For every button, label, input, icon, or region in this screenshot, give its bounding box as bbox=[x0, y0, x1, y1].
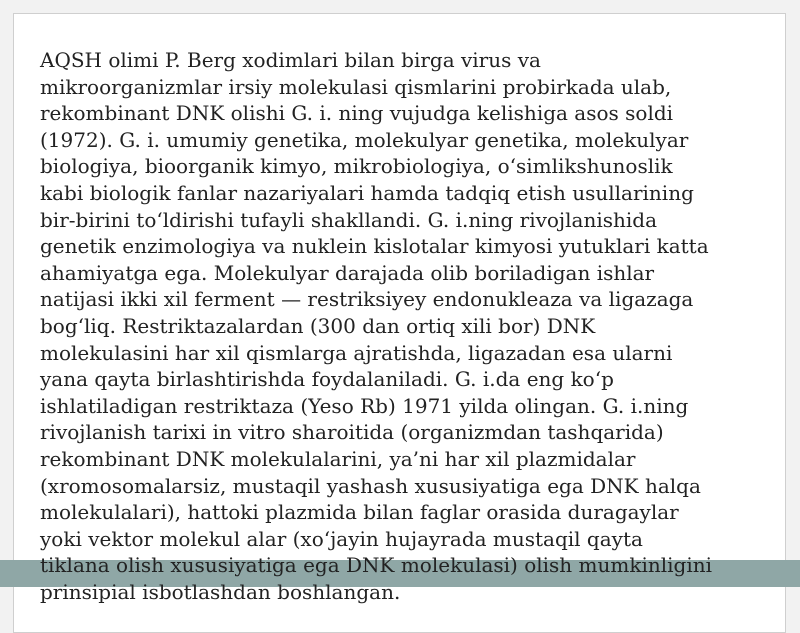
text-line: genetik enzimologiya va nuklein kislotalar kimyosi yutuklari katta bbox=[40, 234, 709, 259]
text-line: rekombinant DNK molekulalarini, ya’ni har xil plazmidalar bbox=[40, 446, 636, 471]
text-line: rivojlanish tarixi in vitro sharoitida (organizmdan tashqarida) bbox=[40, 420, 664, 445]
text-line: ishlatiladigan restriktaza (Yeso Rb) 1971 yilda olingan. G. i.ning bbox=[40, 393, 689, 418]
text-line: mikroorganizmlar irsiy molekulasi qismlarini probirkada ulab, bbox=[40, 74, 672, 99]
text-line: bir-birini to‘ldirishi tufayli shakllandi. G. i.ning rivojlanishida bbox=[40, 207, 658, 232]
text-line: ahamiyatga ega. Molekulyar darajada olib boriladigan ishlar bbox=[40, 260, 655, 285]
text-line: prinsipial isbotlashdan boshlangan. bbox=[40, 579, 401, 604]
text-line: rekombinant DNK olishi G. i. ning vujudga kelishiga asos soldi bbox=[40, 101, 674, 126]
text-line: yoki vektor molekul alar (xo‘jayin hujayrada mustaqil qayta bbox=[40, 526, 643, 551]
text-line: yana qayta birlashtirishda foydalaniladi. G. i.da eng ko‘p bbox=[40, 367, 614, 392]
text-line: molekulasini har xil qismlarga ajratishda, ligazadan esa ularni bbox=[40, 340, 673, 365]
text-line: AQSH olimi P. Berg xodimlari bilan birga virus va bbox=[40, 48, 541, 72]
text-line: bog‘liq. Restriktazalardan (300 dan ortiq xili bor) DNK bbox=[40, 313, 596, 338]
text-line: natijasi ikki xil ferment — restriksiyey endonukleaza va ligazaga bbox=[40, 287, 694, 312]
text-line: (1972). G. i. umumiy genetika, molekulyar genetika, molekulyar bbox=[40, 127, 689, 152]
text-line: molekulalari), hattoki plazmida bilan faglar orasida duragaylar bbox=[40, 500, 679, 525]
text-line: biologiya, bioorganik kimyo, mikrobiologiya, o‘simlikshunoslik bbox=[40, 154, 673, 179]
text-line: tiklana olish xususiyatiga ega DNK molekulasi) olish mumkinligini bbox=[40, 553, 713, 578]
body-text bbox=[40, 47, 772, 605]
text-line: kabi biologik fanlar nazariyalari hamda tadqiq etish usullarining bbox=[40, 180, 694, 205]
text-line: (xromosomalarsiz, mustaqil yashash xususiyatiga ega DNK halqa bbox=[40, 473, 701, 498]
